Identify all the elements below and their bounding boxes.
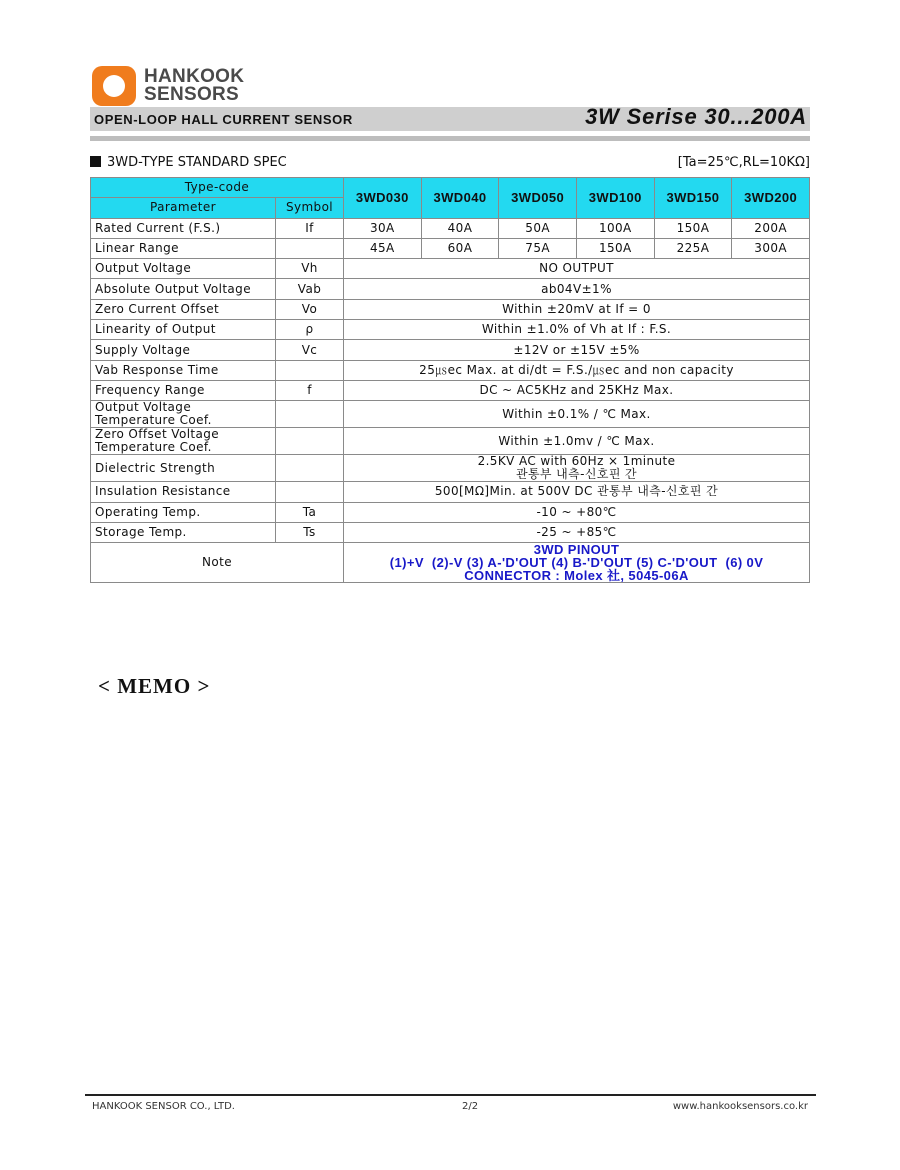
table-row — [91, 455, 810, 482]
value-cell: 200A — [732, 218, 810, 238]
param-cell: Rated Current (F.S.) — [91, 218, 276, 238]
value-cell: -25 ~ +85℃ — [344, 522, 810, 542]
logo-line-1: HANKOOK — [144, 66, 245, 87]
table-row — [91, 360, 810, 380]
symbol-cell: Vc — [276, 340, 344, 360]
symbol-cell: If — [276, 218, 344, 238]
symbol-cell: Vh — [276, 259, 344, 279]
value-cell: Within ±20mV at If = 0 — [344, 299, 810, 319]
value-cell — [344, 428, 810, 455]
value-line: Within ±0.1% / ℃ Max. — [502, 406, 651, 421]
value-cell — [344, 401, 810, 428]
param-line: Dielectric Strength — [95, 460, 216, 475]
value-cell: DC ~ AC5KHz and 25KHz Max. — [344, 380, 810, 400]
model-header: 3WD030 — [344, 178, 422, 219]
table-row — [91, 279, 810, 299]
value-cell: 40A — [421, 218, 499, 238]
model-header: 3WD200 — [732, 178, 810, 219]
table-row — [91, 238, 810, 258]
table-row — [91, 380, 810, 400]
param-cell: Output Voltage — [91, 259, 276, 279]
table-row — [91, 428, 810, 455]
footer-website: www.hankooksensors.co.kr — [672, 1101, 808, 1112]
param-cell — [91, 455, 276, 482]
symbol-cell — [276, 360, 344, 380]
symbol-cell — [276, 455, 344, 482]
value-cell: 45A — [344, 238, 422, 258]
value-cell: 30A — [344, 218, 422, 238]
pinout-title: 3WD PINOUT — [533, 542, 620, 558]
symbol-cell — [276, 401, 344, 428]
value-line: Within ±1.0mv / ℃ Max. — [498, 433, 655, 448]
footer-company: HANKOOK SENSOR CO., LTD. — [92, 1101, 235, 1112]
param-line: Zero Offset Voltage — [95, 427, 220, 442]
param-line: Temperature Coef. — [95, 413, 212, 428]
test-conditions: [Ta=25℃,RL=10KΩ] — [677, 155, 810, 170]
table-row — [91, 401, 810, 428]
value-cell: -10 ~ +80℃ — [344, 502, 810, 522]
value-cell — [344, 455, 810, 482]
square-bullet-icon — [90, 156, 101, 167]
param-cell: Insulation Resistance — [91, 482, 276, 502]
table-row — [91, 340, 810, 360]
header-subtitle: OPEN-LOOP HALL CURRENT SENSOR — [94, 112, 353, 127]
value-cell: 300A — [732, 238, 810, 258]
symbol-cell: Ta — [276, 502, 344, 522]
model-header: 3WD150 — [654, 178, 732, 219]
table-row — [91, 502, 810, 522]
param-cell: Linear Range — [91, 238, 276, 258]
value-cell: 150A — [654, 218, 732, 238]
table-row — [91, 299, 810, 319]
symbol-cell: Vab — [276, 279, 344, 299]
footer-divider — [85, 1094, 816, 1096]
note-row — [91, 543, 810, 583]
param-cell: Operating Temp. — [91, 502, 276, 522]
note-label: Note — [91, 543, 344, 583]
value-line: 관통부 내측-신호핀 간 — [515, 467, 638, 482]
memo-heading: < MEMO > — [98, 674, 211, 698]
footer-page-number: 2/2 — [462, 1101, 479, 1112]
param-cell: Linearity of Output — [91, 320, 276, 340]
param-cell: Zero Current Offset — [91, 299, 276, 319]
table-row — [91, 218, 810, 238]
param-cell: Supply Voltage — [91, 340, 276, 360]
value-line: 2.5KV AC with 60Hz × 1minute — [477, 454, 676, 469]
type-code-header: Type-code — [91, 178, 344, 198]
value-cell: Within ±1.0% of Vh at If : F.S. — [344, 320, 810, 340]
logo-text — [144, 68, 244, 104]
company-logo — [92, 66, 244, 106]
value-cell: ±12V or ±15V ±5% — [344, 340, 810, 360]
pinout-list: (1)+V (2)-V (3) A-'D'OUT (4) B-'D'OUT (5) C-'D'OUT (6) 0V — [389, 555, 764, 571]
section-heading — [90, 155, 810, 170]
value-cell: 500[MΩ]Min. at 500V DC 관통부 내측-신호핀 간 — [344, 482, 810, 502]
model-header: 3WD040 — [421, 178, 499, 219]
logo-mark-icon — [92, 66, 136, 106]
param-cell: Frequency Range — [91, 380, 276, 400]
param-cell: Storage Temp. — [91, 522, 276, 542]
symbol-cell: Vo — [276, 299, 344, 319]
section-title: 3WD-TYPE STANDARD SPEC — [107, 155, 287, 170]
table-row — [91, 482, 810, 502]
param-cell: Absolute Output Voltage — [91, 279, 276, 299]
note-content — [344, 543, 810, 583]
value-cell: 150A — [576, 238, 654, 258]
model-header: 3WD050 — [499, 178, 577, 219]
table-row — [91, 522, 810, 542]
value-cell: 50A — [499, 218, 577, 238]
param-cell — [91, 428, 276, 455]
value-cell: 60A — [421, 238, 499, 258]
param-cell: Vab Response Time — [91, 360, 276, 380]
value-cell: ab04V±1% — [344, 279, 810, 299]
table-row — [91, 320, 810, 340]
param-line: Temperature Coef. — [95, 440, 212, 455]
logo-line-2: SENSORS — [144, 84, 240, 105]
header-title: 3W Serise 30...200A — [585, 104, 807, 129]
symbol-cell: Ts — [276, 522, 344, 542]
value-cell: NO OUTPUT — [344, 259, 810, 279]
spec-table — [90, 177, 810, 583]
param-line: Output Voltage — [95, 400, 192, 415]
symbol-cell: f — [276, 380, 344, 400]
parameter-header: Parameter — [91, 198, 276, 218]
table-header-row — [91, 178, 810, 198]
value-cell: 100A — [576, 218, 654, 238]
value-cell: 25㎲ec Max. at di/dt = F.S./㎲ec and non capacity — [344, 360, 810, 380]
symbol-header: Symbol — [276, 198, 344, 218]
param-cell — [91, 401, 276, 428]
connector-info: CONNECTOR : Molex 社, 5045-06A — [464, 568, 689, 584]
table-row — [91, 259, 810, 279]
value-cell: 225A — [654, 238, 732, 258]
symbol-cell: ρ — [276, 320, 344, 340]
header-divider — [90, 136, 810, 141]
symbol-cell — [276, 428, 344, 455]
model-header: 3WD100 — [576, 178, 654, 219]
value-cell: 75A — [499, 238, 577, 258]
symbol-cell — [276, 482, 344, 502]
symbol-cell — [276, 238, 344, 258]
